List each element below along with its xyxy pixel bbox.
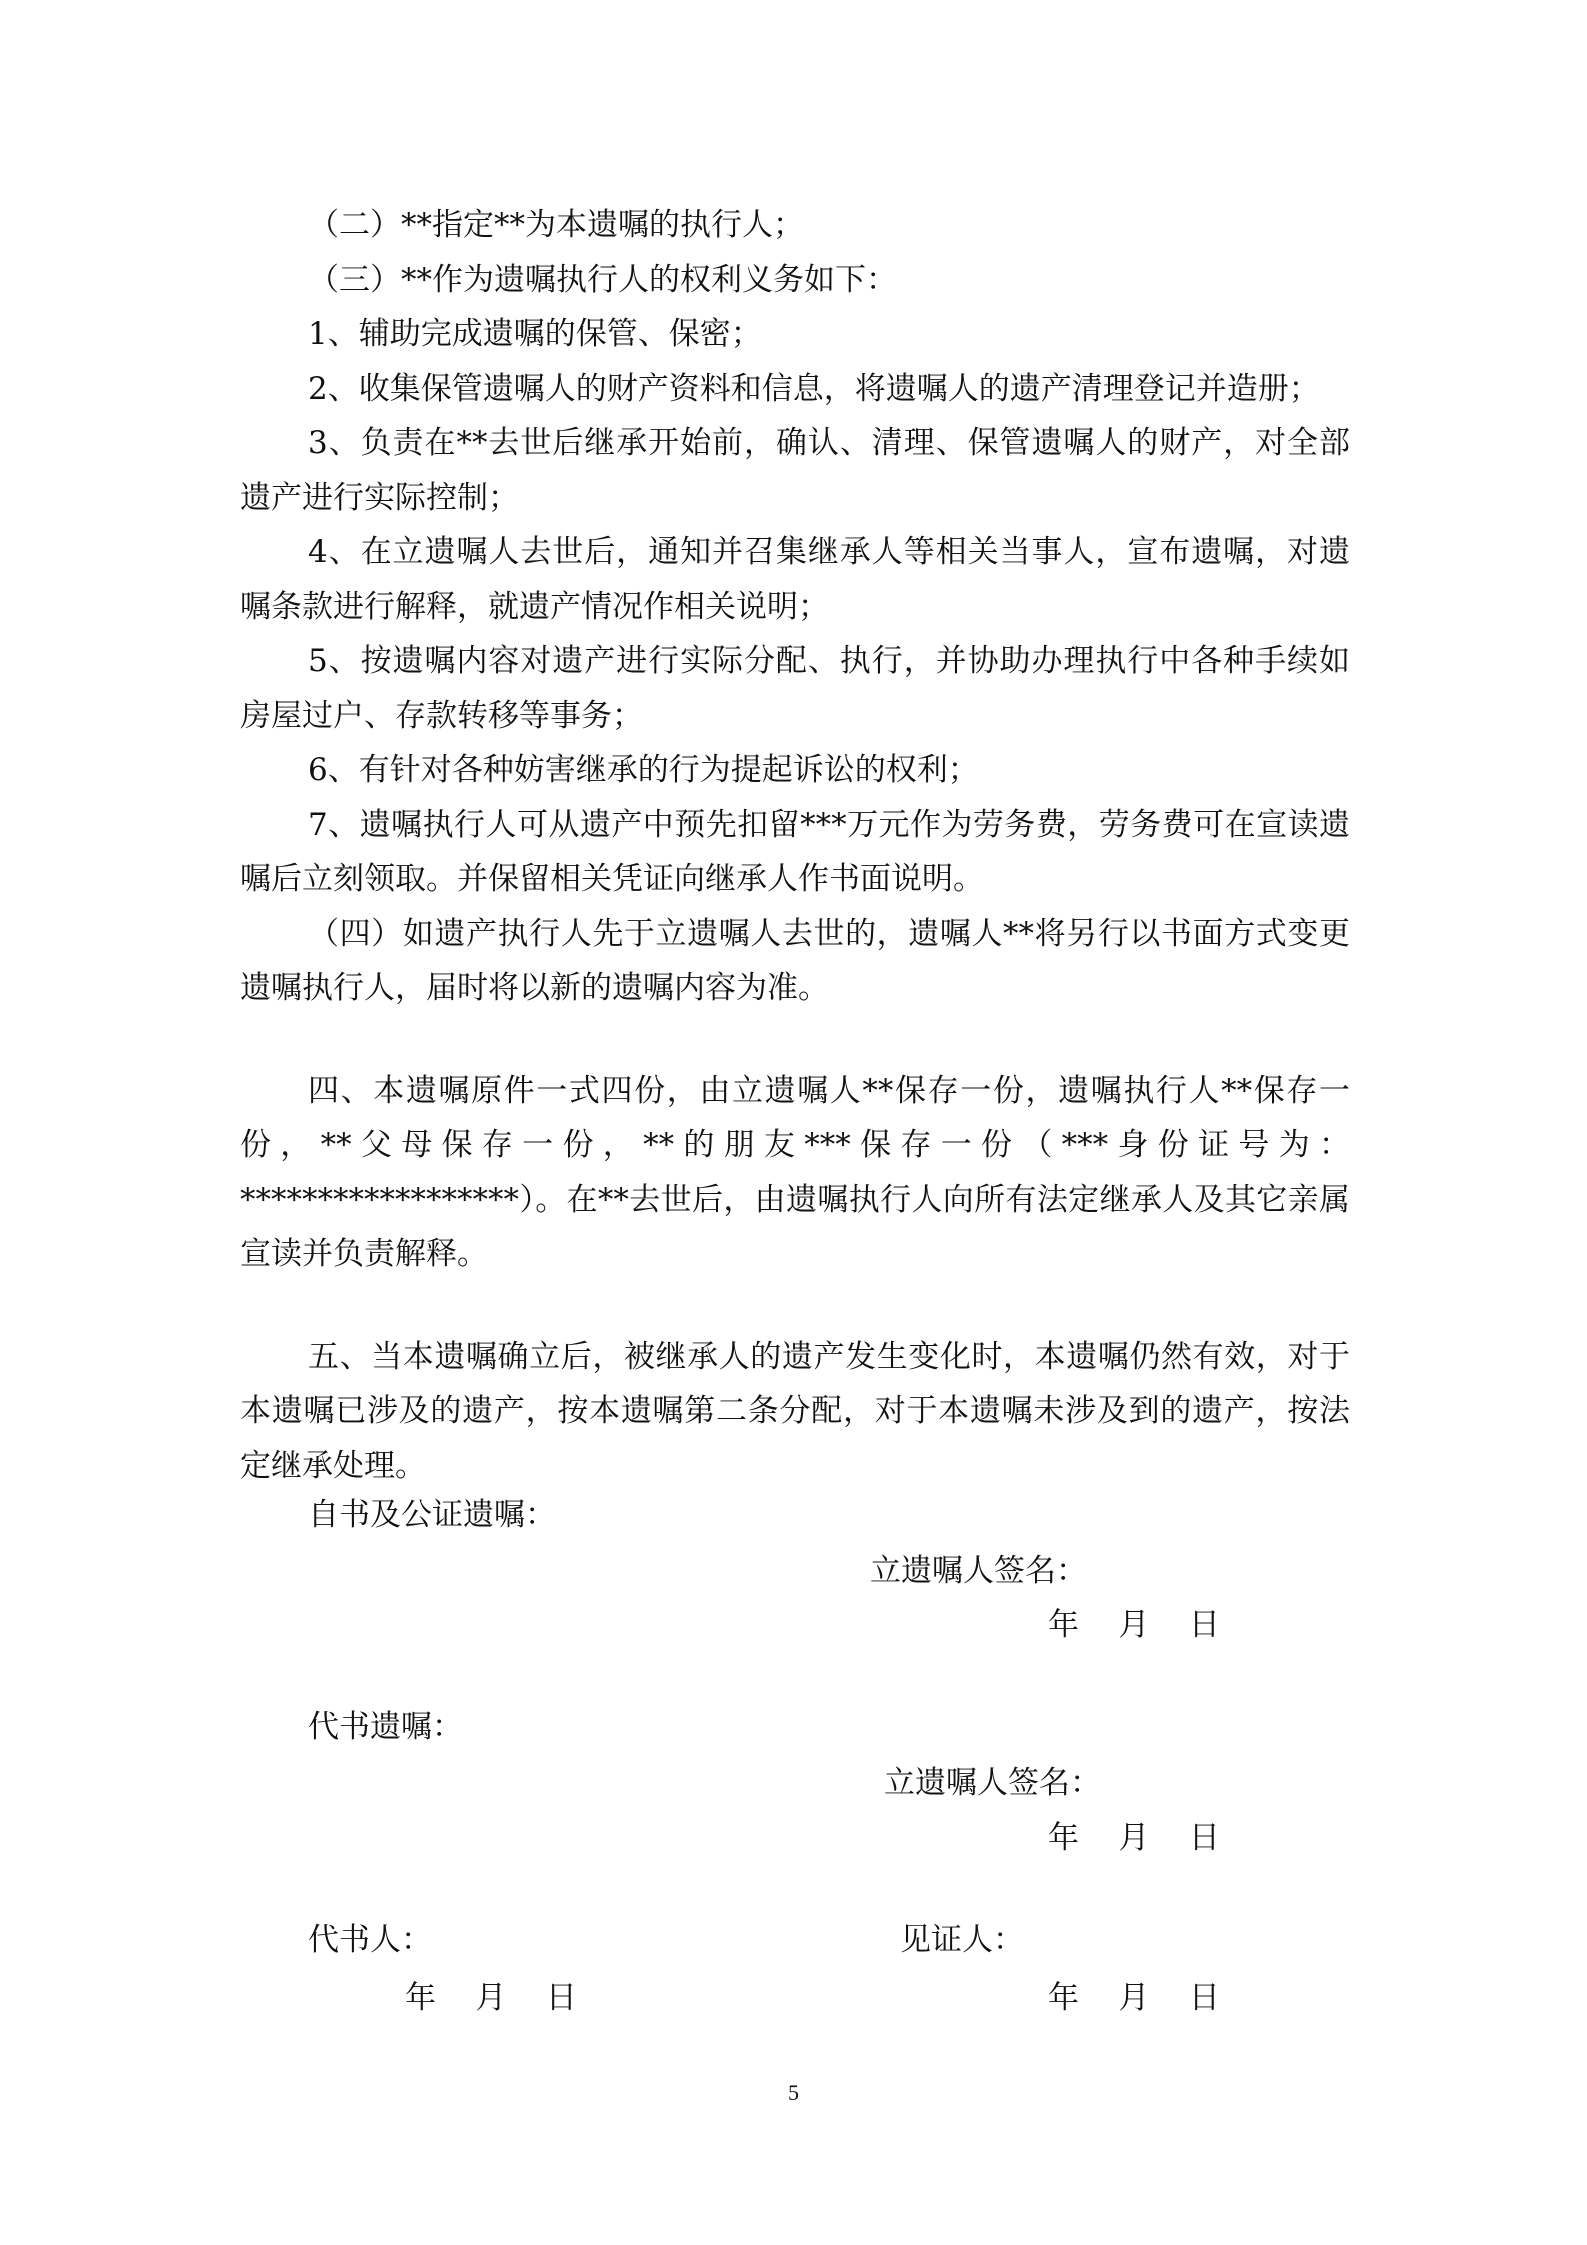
duty-item-3: 3、负责在**去世后继承开始前，确认、清理、保管遗嘱人的财产，对全部遗产进行实际控制； — [240, 425, 1350, 516]
signature-date-2: 年 月 日 — [1048, 1820, 1220, 1856]
proxy-will-label: 代书遗嘱： — [308, 1709, 463, 1745]
clause-executor-replacement: （四）如遗产执行人先于立遗嘱人去世的，遗嘱人**将另行以书面方式变更遗嘱执行人，届时将以新的遗嘱内容为准。 — [240, 915, 1350, 1006]
duty-item-2: 2、收集保管遗嘱人的财产资料和信息，将遗嘱人的遗产清理登记并造册； — [308, 370, 1320, 407]
page-number: 5 — [788, 2080, 799, 2105]
clause-executor-appointment: （二）**指定**为本遗嘱的执行人； — [308, 207, 804, 243]
witness-label: 见证人： — [900, 1922, 1024, 1958]
duty-item-7: 7、遗嘱执行人可从遗产中预先扣留***万元作为劳务费，劳务费可在宣读遗嘱后立刻领取。并保留相关凭证向继承人作书面说明。 — [240, 806, 1350, 897]
testator-signature-label-1: 立遗嘱人签名： — [870, 1553, 1087, 1589]
executor-section — [240, 198, 1350, 1493]
scribe-label: 代书人： — [308, 1922, 432, 1958]
duty-item-5: 5、按遗嘱内容对遗产进行实际分配、执行，并协助办理执行中各种手续如房屋过户、存款转移等事务； — [240, 643, 1350, 734]
testator-signature-label-2: 立遗嘱人签名： — [884, 1765, 1101, 1801]
clause-executor-duties-intro: （三）**作为遗嘱执行人的权利义务如下： — [308, 261, 897, 298]
duty-item-4: 4、在立遗嘱人去世后，通知并召集继承人等相关当事人，宣布遗嘱，对遗嘱条款进行解释，就遗产情况作相关说明； — [240, 534, 1350, 625]
section-5-paragraph: 五、当本遗嘱确立后，被继承人的遗产发生变化时，本遗嘱仍然有效，对于本遗嘱已涉及的遗产，按本遗嘱第二条分配，对于本遗嘱未涉及到的遗产，按法定继承处理。 — [240, 1338, 1350, 1484]
duty-item-1: 1、辅助完成遗嘱的保管、保密； — [308, 316, 762, 352]
scribe-date: 年 月 日 — [405, 1980, 577, 2016]
holographic-will-label: 自书及公证遗嘱： — [308, 1497, 556, 1533]
duty-item-6: 6、有针对各种妨害继承的行为提起诉讼的权利； — [308, 752, 979, 788]
signature-date-1: 年 月 日 — [1048, 1607, 1220, 1643]
section-4-paragraph: 四、本遗嘱原件一式四份，由立遗嘱人**保存一份，遗嘱执行人**保存一份，**父母保存一份，**的朋友***保存一份（***身份证号为：******************）。在**去世后，由遗嘱执行人向所有法定继承人及其它亲属宣读并负责解释。 — [240, 1072, 1350, 1272]
witness-date: 年 月 日 — [1048, 1980, 1220, 2016]
